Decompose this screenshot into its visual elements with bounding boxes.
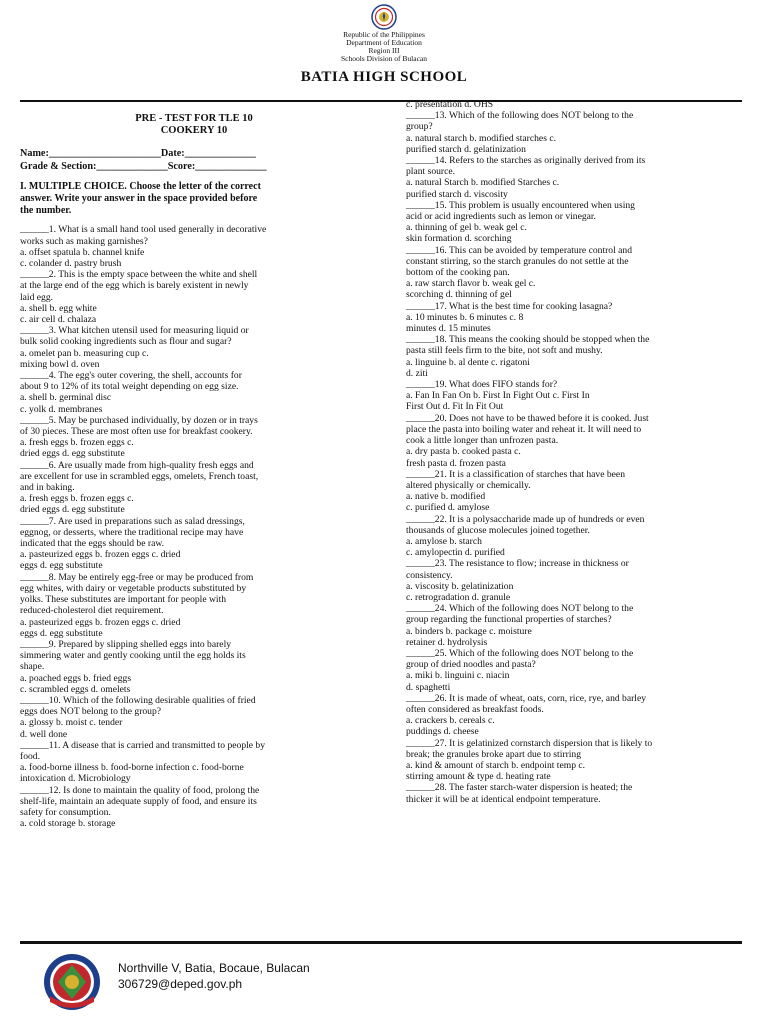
header-department: Department of Education (346, 38, 422, 47)
instruction-line: the number. (20, 204, 72, 216)
question-line: place the pasta into boiling water and reheat it. It will need to (406, 423, 642, 435)
footer-email[interactable]: 306729@deped.gov.ph (118, 977, 243, 991)
question-line: acid or acid ingredients such as lemon or vinegar. (406, 211, 596, 223)
question-line: ______12. Is done to maintain the quality of food, prolong the (20, 784, 260, 796)
question-line: a. fresh eggs b. frozen eggs c. (20, 437, 134, 449)
question-line: ______24. Which of the following does NOT belong to the (406, 603, 634, 615)
question-line: minutes d. 15 minutes (406, 323, 491, 335)
grade-blank[interactable]: ______________ (96, 160, 168, 172)
question-line: a. shell b. germinal disc (20, 392, 112, 404)
school-seal-icon (42, 952, 102, 1012)
instruction-line: answer. Write your answer in the space provided before (20, 192, 258, 204)
score-blank[interactable]: ______________ (195, 160, 267, 172)
question-line: plant source. (406, 166, 456, 178)
question-line: mixing bowl d. oven (20, 358, 100, 370)
question-line: a. natural starch b. modified starches c. (406, 132, 556, 144)
questions-left (20, 224, 368, 829)
question-line: skin formation d. scorching (406, 233, 512, 245)
question-line: a. native b. modified (406, 491, 486, 503)
question-line: at the large end of the egg which is barely existent in newly (20, 280, 249, 292)
grade-label: Grade & Section: (20, 160, 97, 172)
question-line: eggs d. egg substitute (20, 560, 103, 572)
question-line: reduced-cholesterol diet requirement. (20, 605, 164, 617)
question-line: c. yolk d. membranes (20, 403, 103, 415)
question-line: ______11. A disease that is carried and transmitted to people by (20, 739, 266, 751)
school-name: BATIA HIGH SCHOOL (300, 69, 468, 85)
question-line: a. omelet pan b. measuring cup c. (20, 347, 149, 359)
question-line: a. amylose b. starch (406, 535, 482, 547)
question-line: ______2. This is the empty space between the white and shell (20, 269, 258, 281)
question-line: c. scrambled eggs d. omelets (20, 683, 131, 695)
question-line: ______5. May be purchased individually, by dozen or in trays (20, 414, 258, 426)
question-line: about 9 to 12% of its total weight depending on egg size. (20, 381, 239, 393)
question-line: scorching d. thinning of gel (406, 289, 512, 301)
question-line: altered physically or chemically. (406, 479, 531, 491)
question-line: fresh pasta d. frozen pasta (406, 457, 506, 469)
question-line: a. offset spatula b. channel knife (20, 246, 145, 258)
question-line: a. fresh eggs b. frozen eggs c. (20, 493, 134, 505)
question-line: purified starch d. viscosity (406, 188, 508, 200)
question-line: ______1. What is a small hand tool used generally in decorative (20, 224, 267, 236)
question-line: d. spaghetti (406, 681, 451, 693)
question-line: dried eggs d. egg substitute (20, 448, 125, 460)
question-line: ______10. Which of the following desirable qualities of fried (20, 694, 256, 706)
question-line: a. cold storage b. storage (20, 818, 116, 830)
question-line: ______23. The resistance to flow; increase in thickness or (406, 558, 629, 570)
score-label: Score: (167, 160, 196, 172)
question-line: thicker it will be at identical endpoint temperature. (406, 793, 601, 805)
question-line: ______7. Are used in preparations such as salad dressings, (20, 515, 245, 527)
instruction-line: I. MULTIPLE CHOICE. Choose the letter of the correct (20, 181, 261, 192)
question-line: a. viscosity b. gelatinization (406, 580, 514, 592)
question-line: ______27. It is gelatinized cornstarch dispersion that is likely to (406, 737, 653, 749)
question-line: a. 10 minutes b. 6 minutes c. 8 (406, 311, 524, 323)
question-line: a. crackers b. cereals c. (406, 715, 495, 727)
question-line: a. food-borne illness b. food-borne infection c. food-borne (20, 762, 244, 774)
question-line: break; the granules broke apart due to stirring (406, 748, 582, 760)
question-line: works such as making garnishes? (20, 235, 148, 247)
question-line: d. well done (20, 728, 68, 740)
question-line: a. miki b. linguini c. niacin (406, 670, 510, 682)
question-line: ______22. It is a polysaccharide made up of hundreds or even (406, 513, 645, 525)
question-line: ______17. What is the best time for cooking lasagna? (406, 300, 613, 312)
header-division: Schools Division of Bulacan (340, 54, 428, 63)
test-subject: COOKERY 10 (160, 125, 228, 136)
question-line: c. air cell d. chalaza (20, 314, 97, 326)
question-line: a. raw starch flavor b. weak gel c. (406, 278, 536, 290)
question-line: purified starch d. gelatinization (406, 143, 526, 155)
question-line: are excellent for use in scrambled eggs, omelets, French toast, (20, 470, 259, 482)
date-label: Date: (160, 148, 185, 159)
question-line: a. dry pasta b. cooked pasta c. (406, 446, 521, 458)
name-label: Name: (20, 148, 49, 159)
question-line: eggs d. egg substitute (20, 627, 103, 639)
question-line: egg whites, with dairy or vegetable products substituted by (20, 582, 247, 594)
question-line: stirring amount & type d. heating rate (406, 771, 551, 783)
question-line: ______14. Refers to the starches as originally derived from its (406, 155, 646, 167)
question-line: pasta still feels firm to the bite, not soft and mushy. (406, 345, 603, 357)
question-line: a. Fan In Fan On b. First In Fight Out c. First In (406, 390, 590, 402)
question-line: dried eggs d. egg substitute (20, 504, 125, 516)
question-line: retainer d. hydrolysis (406, 636, 488, 648)
grade-score-line (20, 161, 368, 174)
question-line: constant stirring, so the starch granules do not settle at the (406, 255, 629, 267)
question-line: bottom of the cooking pan. (406, 267, 510, 279)
question-line: a. shell b. egg white (20, 302, 97, 314)
question-line: c. colander d. pastry brush (20, 258, 122, 269)
footer-divider (20, 941, 742, 944)
test-title: PRE - TEST FOR TLE 10 (135, 113, 253, 124)
question-line: a. binders b. package c. moisture (406, 625, 532, 637)
right-column (406, 99, 746, 805)
question-line: ______20. Does not have to be thawed before it is cooked. Just (406, 412, 649, 424)
question-line: bulk solid cooking ingredients such as flour and sugar? (20, 336, 232, 348)
question-line: cook a little longer than unfrozen pasta. (406, 435, 559, 447)
question-line: group regarding the functional properties of starches? (406, 614, 612, 626)
question-line: c. retrogradation d. granule (406, 591, 511, 603)
question-line: yolks. These substitutes are important for people with (20, 594, 227, 606)
question-line: safety for consumption. (20, 806, 111, 818)
question-line: food. (20, 750, 40, 762)
question-line: ______4. The egg's outer covering, the shell, accounts for (20, 370, 242, 382)
question-line: a. kind & amount of starch b. endpoint temp c. (406, 759, 586, 771)
question-line: eggnog, or desserts, where the traditional recipe may have (20, 526, 244, 538)
question-line: often considered as breakfast foods. (406, 703, 544, 715)
question-line: c. purified d. amylose (406, 502, 490, 514)
header-republic: Republic of the Philippines (343, 30, 425, 39)
question-line: consistency. (406, 569, 453, 581)
question-line: intoxication d. Microbiology (20, 773, 131, 785)
question-line: simmering water and gently cooking until the egg holds its (20, 650, 246, 662)
question-line: eggs does NOT belong to the group? (20, 706, 162, 718)
question-line: a. thinning of gel b. weak gel c. (406, 222, 527, 234)
question-line: shape. (20, 661, 45, 673)
date-blank[interactable]: ______________ (184, 148, 256, 159)
question-line: ______19. What does FIFO stands for? (406, 379, 558, 391)
question-line: ______26. It is made of wheat, oats, corn, rice, rye, and barley (406, 692, 647, 704)
question-line: ______18. This means the cooking should be stopped when the (406, 334, 650, 346)
question-line: a. pasteurized eggs b. frozen eggs c. dried (20, 549, 181, 561)
question-line: a. linguine b. al dente c. rigatoni (406, 356, 530, 368)
left-column (20, 113, 368, 829)
name-date-line (20, 148, 368, 161)
question-line: of 30 pieces. These are most often use for breakfast cookery. (20, 426, 253, 438)
question-line: a. glossy b. moist c. tender (20, 717, 123, 729)
question-line: d. ziti (406, 367, 428, 379)
question-line: ______8. May be entirely egg-free or may be produced from (20, 571, 254, 583)
question-line: laid egg. (20, 291, 54, 303)
questions-right (406, 99, 746, 805)
question-line: ______28. The faster starch-water dispersion is heated; the (406, 782, 633, 794)
question-line: First Out d. Fit In Fit Out (406, 401, 504, 413)
question-line: c. presentation d. OHS (406, 99, 494, 110)
question-line: ______6. Are usually made from high-quality fresh eggs and (20, 459, 254, 471)
footer-address: Northville V, Batia, Bocaue, Bulacan (118, 961, 310, 975)
question-line: puddings d. cheese (406, 726, 479, 738)
question-line: shelf-life, maintain an adequate supply of food, and ensure its (20, 795, 257, 807)
question-line: ______3. What kitchen utensil used for measuring liquid or (20, 325, 249, 337)
deped-seal-icon (371, 4, 397, 30)
question-line: c. amylopectin d. purified (406, 547, 505, 559)
question-line: a. pasteurized eggs b. frozen eggs c. dried (20, 616, 181, 628)
question-line: group of dried noodles and pasta? (406, 659, 536, 671)
question-line: ______21. It is a classification of starches that have been (406, 468, 625, 480)
question-line: ______15. This problem is usually encountered when using (406, 199, 635, 211)
question-line: a. poached eggs b. fried eggs (20, 672, 132, 684)
question-line: and in baking. (20, 482, 75, 494)
name-blank[interactable]: ______________________ (48, 148, 161, 159)
question-line: indicated that the eggs should be raw. (20, 538, 165, 550)
question-line: ______9. Prepared by slipping shelled eggs into barely (20, 638, 232, 650)
question-line: ______16. This can be avoided by temperature control and (406, 244, 633, 256)
question-line: a. natural Starch b. modified Starches c. (406, 177, 560, 189)
question-line: thousands of glucose molecules joined together. (406, 524, 590, 536)
question-line: group? (406, 121, 433, 133)
question-line: ______13. Which of the following does NOT belong to the (406, 110, 634, 122)
header-region: Region III (368, 46, 400, 55)
question-line: ______25. Which of the following does NOT belong to the (406, 647, 634, 659)
